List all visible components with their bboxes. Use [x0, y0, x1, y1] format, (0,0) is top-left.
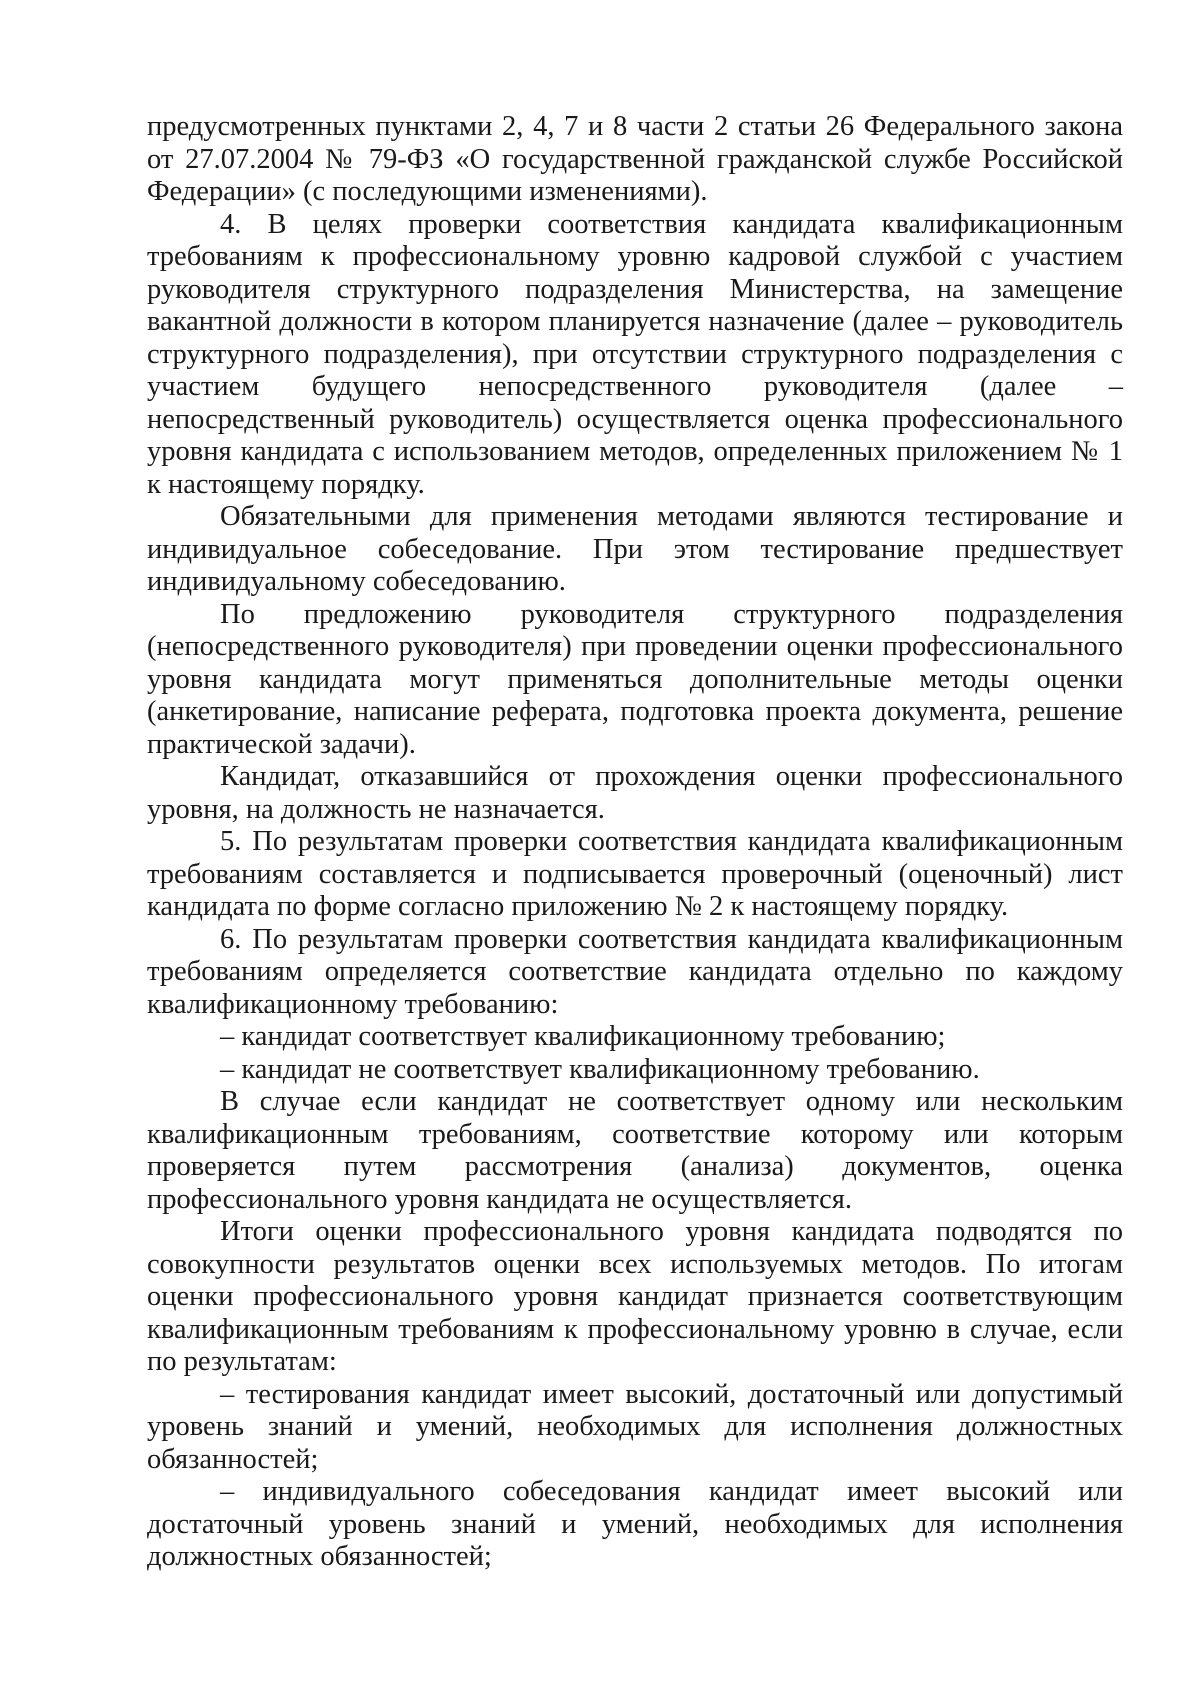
paragraph-additional-methods: По предложению руководителя структурного подразделения (непосредственного руководителя) при проведении оценки профессионального уровня кандидата могут применяться дополнительные методы оценки (анкетирование, написание реферата, подготовка проекта документа, решение практической задачи).: [147, 598, 1123, 760]
list-item-testing: – тестирования кандидат имеет высокий, достаточный или допустимый уровень знаний и умений, необходимых для исполнения должностных обязанностей;: [147, 1378, 1123, 1475]
paragraph-item-6: 6. По результатам проверки соответствия кандидата квалификационным требованиям определяется соответствие кандидата отдельно по каждому квалификационному требованию:: [147, 923, 1123, 1020]
paragraph-continuation: предусмотренных пунктами 2, 4, 7 и 8 части 2 статьи 26 Федерального закона от 27.07.2004 № 79-ФЗ «О государственной гражданской службе Российской Федерации» (с последующими изменениями).: [147, 111, 1123, 207]
paragraph-item-4: 4. В целях проверки соответствия кандидата квалификационным требованиям к профессиональному уровню кадровой службой с участием руководителя структурного подразделения Министерства, на замещение вакантной должности в котором планируется назначение (далее – руководитель структурного подразделения), при отсутствии структурного подразделения с участием будущего непосредственного руководителя (далее – непосредственный руководитель) осуществляется оценка профессионального уровня кандидата с использованием методов, определенных приложением № 1 к настоящему порядку.: [147, 208, 1123, 500]
paragraph-non-compliance: В случае если кандидат не соответствует одному или нескольким квалификационным требованиям, соответствие которому или которым проверяется путем рассмотрения (анализа) документов, оценка профессионального уровня кандидата не осуществляется.: [147, 1086, 1123, 1215]
paragraph-item-5: 5. По результатам проверки соответствия кандидата квалификационным требованиям составляется и подписывается проверочный (оценочный) лист кандидата по форме согласно приложению № 2 к настоящему порядку.: [147, 826, 1123, 922]
paragraph-refusal: Кандидат, отказавшийся от прохождения оценки профессионального уровня, на должность не назначается.: [147, 761, 1123, 825]
paragraph-mandatory-methods: Обязательными для применения методами являются тестирование и индивидуальное собеседование. При этом тестирование предшествует индивидуальному собеседованию.: [147, 501, 1123, 597]
list-item-interview: – индивидуального собеседования кандидат имеет высокий или достаточный уровень знаний и умений, необходимых для исполнения должностных обязанностей;: [147, 1476, 1123, 1572]
paragraph-results-summary: Итоги оценки профессионального уровня кандидата подводятся по совокупности результатов оценки всех используемых методов. По итогам оценки профессионального уровня кандидат признается соответствующим квалификационным требованиям к профессиональному уровню в случае, если по результатам:: [147, 1216, 1123, 1377]
list-item-not-complies: – кандидат не соответствует квалификационному требованию.: [220, 1053, 980, 1085]
document-page: [147, 111, 1123, 1574]
list-item-complies: – кандидат соответствует квалификационному требованию;: [220, 1021, 946, 1052]
